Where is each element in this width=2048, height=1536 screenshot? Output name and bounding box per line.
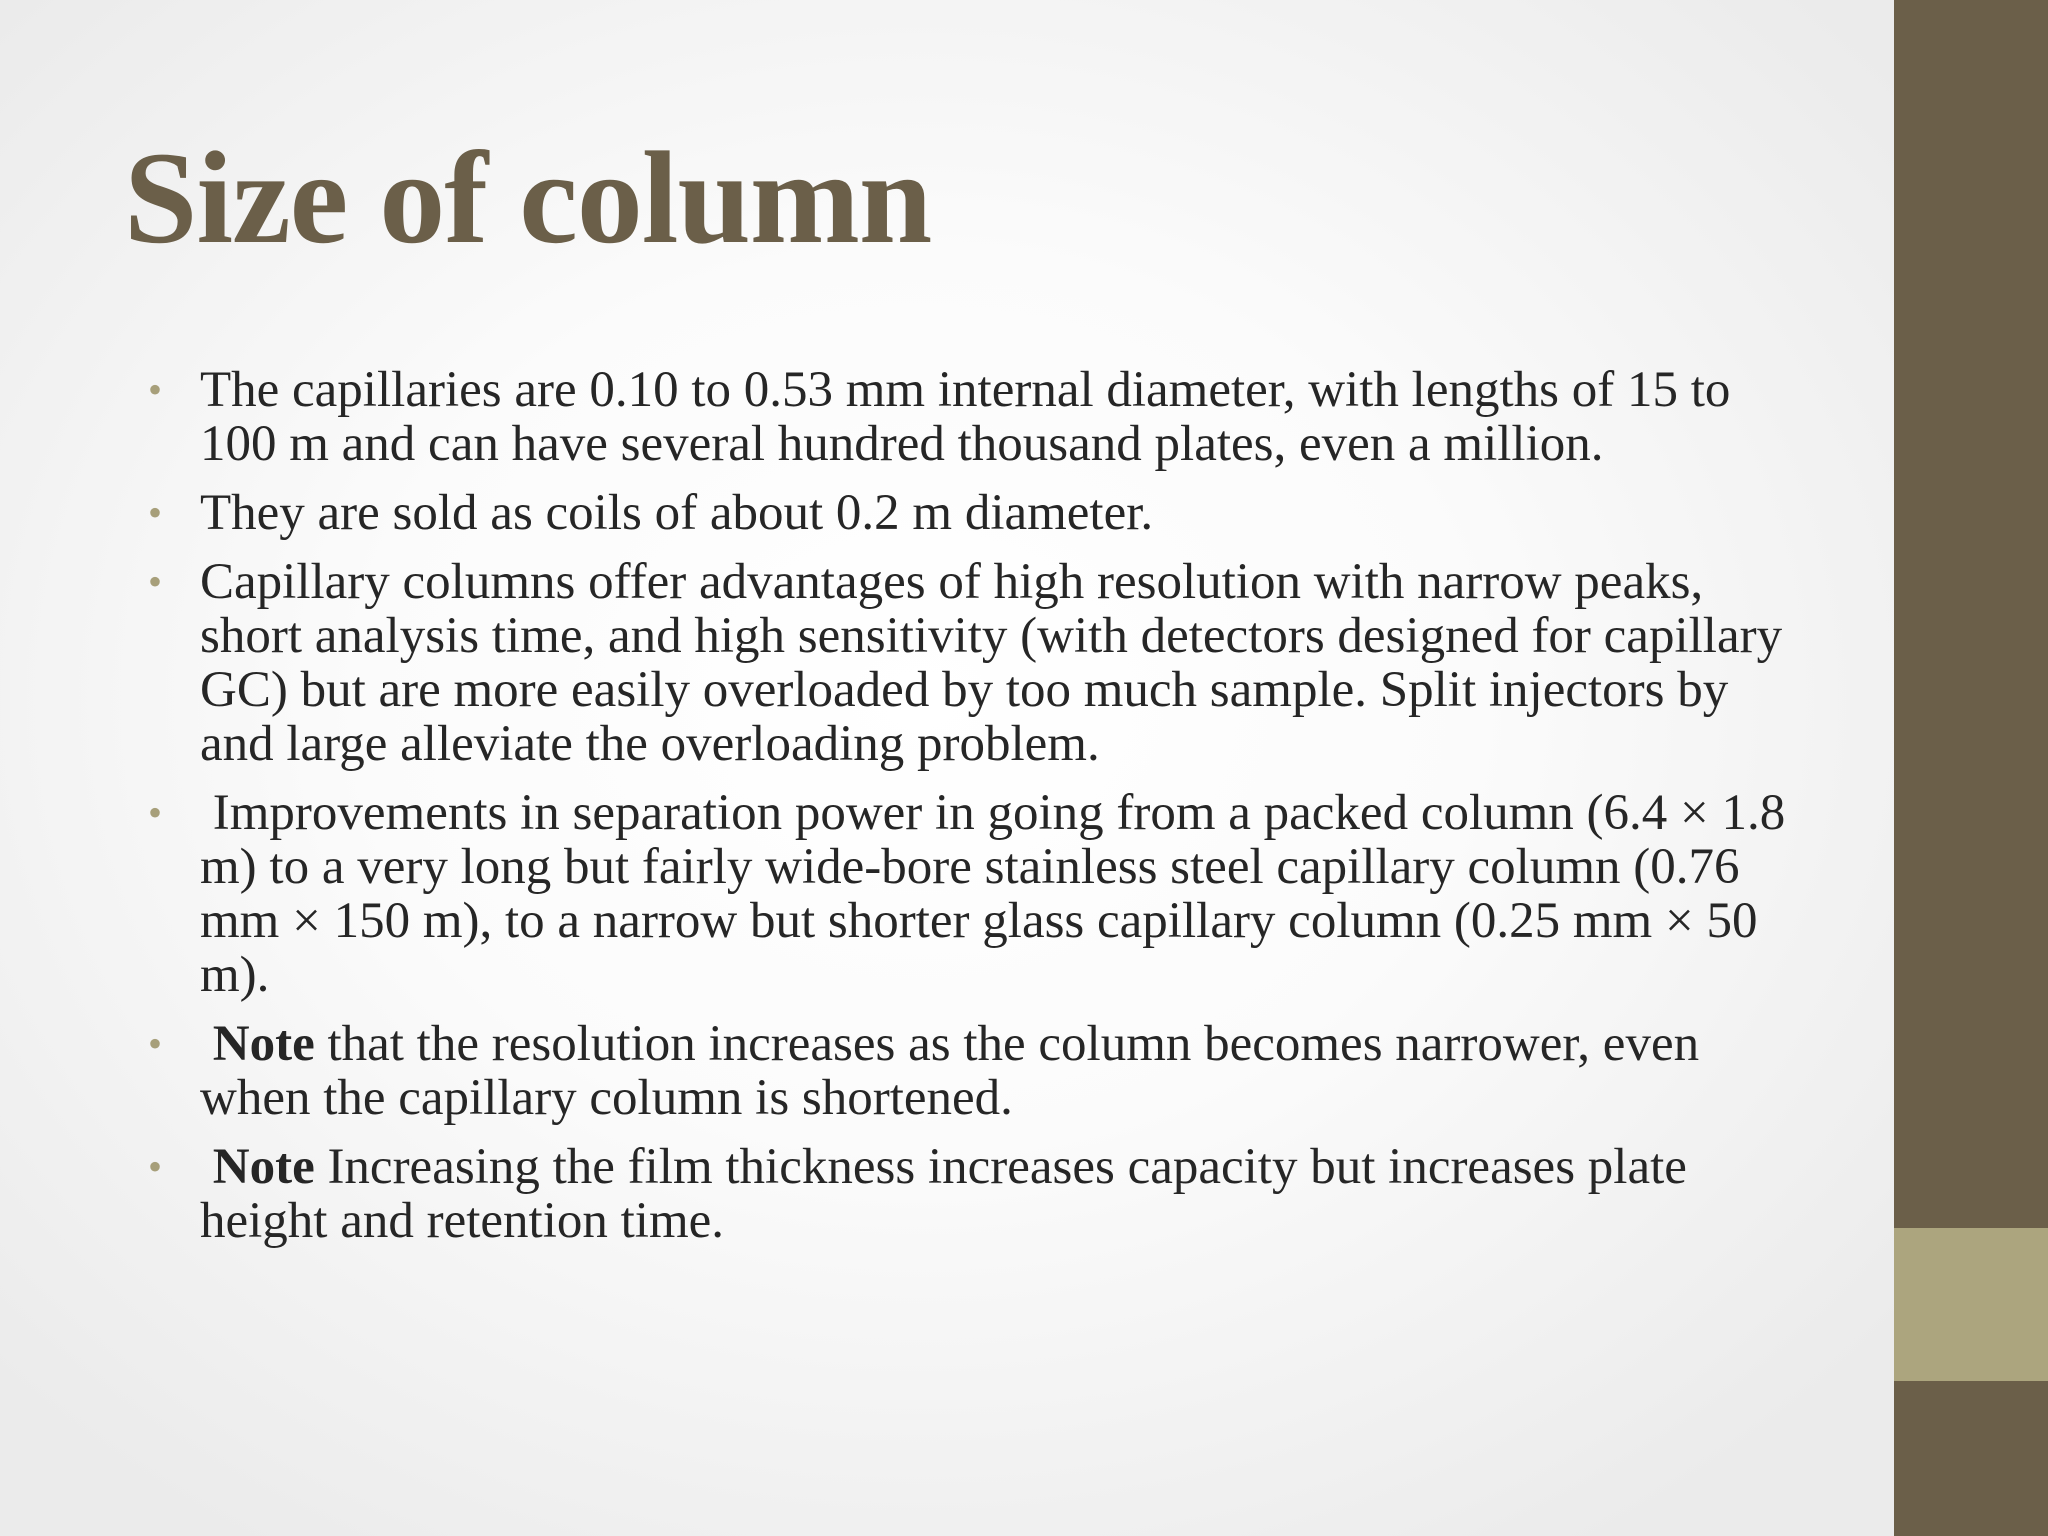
note-label: Note <box>200 1139 315 1195</box>
bullet-text: The capillaries are 0.10 to 0.53 mm internal diameter, with lengths of 15 to 100 m and can have several hundred thousand plates, even a million. <box>200 362 1731 472</box>
note-label: Note <box>200 1016 315 1072</box>
slide-title: Size of column <box>124 124 932 271</box>
bullet-text: Improvements in separation power in going from a packed column (6.4 × 1.8 m) to a very long but fairly wide-bore stainless steel capillary column (0.76 mm × 150 m), to a narrow but shorter glass capillary column (0.25 mm × 50 m). <box>200 785 1799 1003</box>
bullet-list <box>148 362 1799 1263</box>
bullet-text: Increasing the film thickness increases capacity but increases plate height and retention time. <box>200 1139 1687 1249</box>
bullet-item <box>148 555 1788 771</box>
bullet-dot-icon: • <box>148 790 163 835</box>
bullet-text: Capillary columns offer advantages of high resolution with narrow peaks, short analysis time, and high sensitivity (with detectors designed for capillary GC) but are more easily overloaded by too much sample. Split injectors by and large alleviate the overloading problem. <box>200 554 1783 772</box>
bullet-dot-icon: • <box>148 1144 163 1189</box>
bullet-dot-icon: • <box>148 490 163 535</box>
side-accent-block <box>1894 1228 2048 1381</box>
bullet-dot-icon: • <box>148 559 163 604</box>
bullet-text: that the resolution increases as the column becomes narrower, even when the capillary column is shortened. <box>200 1016 1700 1126</box>
bullet-item <box>148 1140 1788 1248</box>
bullet-item <box>148 785 1799 1003</box>
bullet-item <box>148 1017 1788 1125</box>
bullet-item <box>148 486 1788 540</box>
bullet-item <box>148 363 1788 471</box>
bullet-dot-icon: • <box>148 1021 163 1066</box>
bullet-text: They are sold as coils of about 0.2 m diameter. <box>200 485 1154 541</box>
bullet-dot-icon: • <box>148 367 163 412</box>
